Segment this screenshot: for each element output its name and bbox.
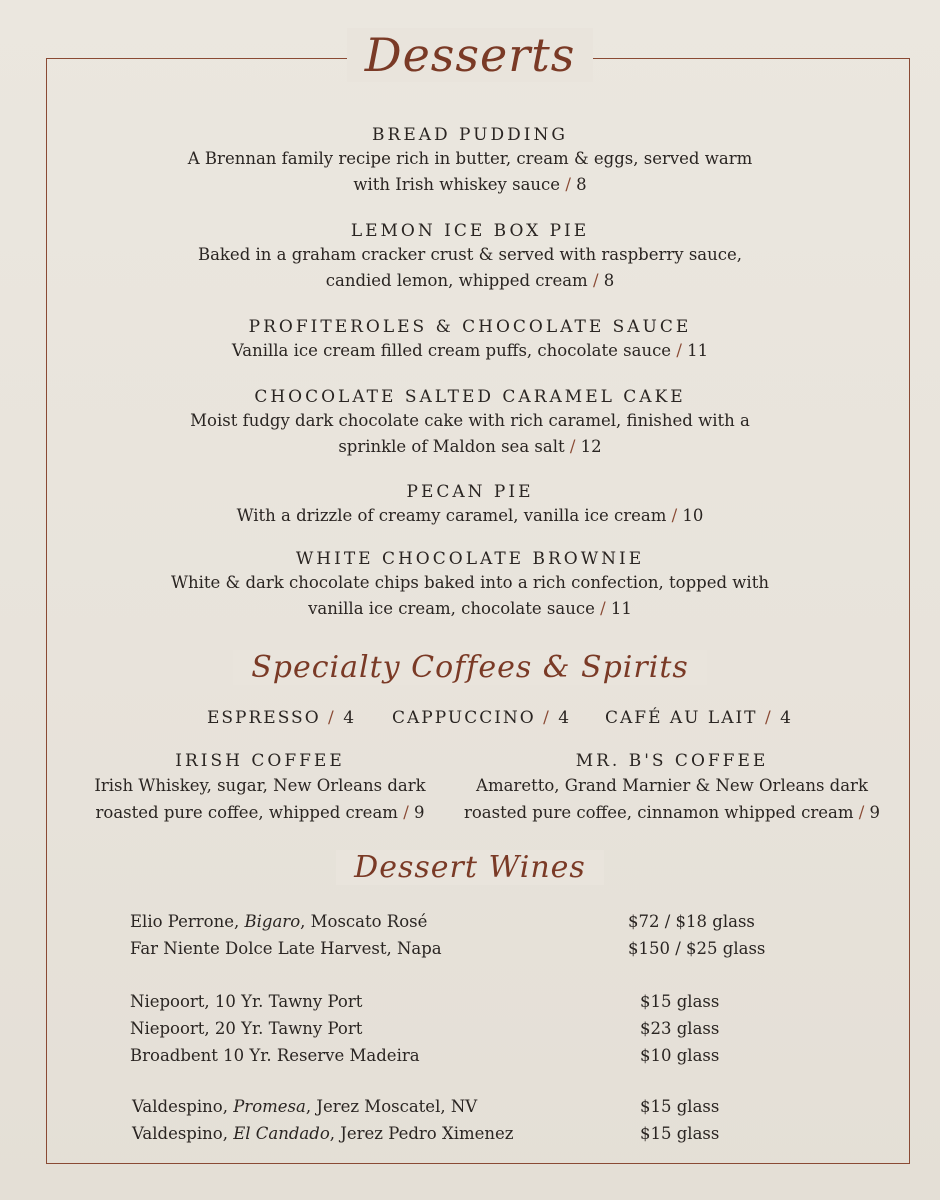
wine-producer: Valdespino, <box>132 1097 234 1116</box>
wine-cuvee: El Candado <box>233 1124 330 1143</box>
dessert-desc-text: with Irish whiskey sauce <box>353 175 561 194</box>
wine-cuvee: Promesa <box>233 1097 306 1116</box>
price-separator: / <box>858 803 865 822</box>
dessert-price: 11 <box>610 599 632 618</box>
dessert-desc-line-last <box>0 338 940 364</box>
coffee-desc-line: Irish Whiskey, sugar, New Orleans dark <box>94 776 426 795</box>
coffee-description <box>80 772 440 826</box>
dessert-description <box>0 408 940 460</box>
wine-name <box>130 937 442 961</box>
dessert-desc-text: candied lemon, whipped cream <box>325 271 588 290</box>
price-separator: / <box>671 506 678 525</box>
price-separator: / <box>600 599 606 618</box>
dessert-item <box>0 386 940 460</box>
wine-style: , Moscato Rosé <box>300 912 428 931</box>
price-separator: / <box>764 708 773 728</box>
coffee-price: 4 <box>343 708 357 728</box>
wine-style: , Jerez Moscatel, NV <box>305 1097 478 1116</box>
wine-name <box>132 1122 514 1146</box>
dessert-price: 12 <box>580 437 602 456</box>
wine-name <box>130 910 427 934</box>
wine-cuvee: Bigaro <box>244 912 301 931</box>
coffee-desc-text: roasted pure coffee, whipped cream <box>95 803 398 822</box>
coffee-desc-line-last <box>462 799 882 826</box>
price-separator: / <box>676 341 682 360</box>
wine-price: $72 / $18 glass <box>628 912 755 931</box>
wine-producer: Niepoort, 10 Yr. Tawny Port <box>130 992 363 1011</box>
special-coffee <box>80 750 440 826</box>
coffee-price: 4 <box>558 708 572 728</box>
dessert-item <box>0 316 940 364</box>
coffee-row <box>0 708 940 734</box>
dessert-desc-line-last <box>0 596 940 622</box>
dessert-item <box>0 220 940 294</box>
wine-producer: Niepoort, 20 Yr. Tawny Port <box>130 1019 363 1038</box>
dessert-desc-line: Baked in a graham cracker crust & served with raspberry sauce, <box>197 245 743 264</box>
wines-heading <box>0 850 940 885</box>
dessert-name: LEMON ICE BOX PIE <box>350 221 590 241</box>
desserts-heading-text: Desserts <box>347 28 594 82</box>
price-separator: / <box>569 437 576 456</box>
dessert-item <box>0 481 940 529</box>
wine-name <box>132 1095 477 1119</box>
dessert-name: WHITE CHOCOLATE BROWNIE <box>295 549 645 569</box>
dessert-price: 8 <box>603 271 615 290</box>
dessert-desc-line: White & dark chocolate chips baked into a rich confection, topped with <box>171 573 769 592</box>
dessert-name: CHOCOLATE SALTED CARAMEL CAKE <box>254 387 686 407</box>
coffee-description <box>462 772 882 826</box>
coffee-name: IRISH COFFEE <box>175 751 345 771</box>
dessert-price: 10 <box>682 506 704 525</box>
dessert-desc-text: sprinkle of Maldon sea salt <box>338 437 565 456</box>
wine-price: $15 glass <box>640 1097 720 1116</box>
dessert-description <box>0 338 940 364</box>
coffee-name: MR. B'S COFFEE <box>575 751 769 771</box>
dessert-description <box>0 146 940 198</box>
coffees-heading <box>0 650 940 685</box>
dessert-name: BREAD PUDDING <box>372 125 568 145</box>
coffee-desc-text: roasted pure coffee, cinnamon whipped cream <box>463 803 854 822</box>
coffee-item <box>207 708 356 728</box>
wine-name <box>130 990 362 1014</box>
dessert-price: 11 <box>687 341 709 360</box>
wine-price: $15 glass <box>640 1124 720 1143</box>
dessert-item <box>0 124 940 198</box>
dessert-desc-line-last <box>0 268 940 294</box>
dessert-desc-text: With a drizzle of creamy caramel, vanilla ice cream <box>236 506 667 525</box>
dessert-name: PECAN PIE <box>406 482 534 502</box>
wine-name <box>130 1017 362 1041</box>
dessert-item <box>0 548 940 622</box>
dessert-desc-line-last <box>0 172 940 198</box>
dessert-name: PROFITEROLES & CHOCOLATE SAUCE <box>248 317 692 337</box>
wine-style: , Jerez Pedro Ximenez <box>329 1124 514 1143</box>
coffee-item <box>392 708 571 728</box>
coffee-price: 9 <box>869 803 881 822</box>
wine-price: $15 glass <box>640 992 720 1011</box>
dessert-desc-text: vanilla ice cream, chocolate sauce <box>308 599 595 618</box>
price-separator: / <box>592 271 599 290</box>
price-separator: / <box>403 803 409 822</box>
coffee-desc-line: Amaretto, Grand Marnier & New Orleans dark <box>476 776 868 795</box>
dessert-desc-line-last <box>0 434 940 460</box>
dessert-price: 8 <box>576 175 587 194</box>
dessert-description <box>0 570 940 622</box>
coffee-item <box>605 708 793 728</box>
desserts-heading <box>0 28 940 82</box>
dessert-desc-line: Moist fudgy dark chocolate cake with rich caramel, finished with a <box>190 411 750 430</box>
price-separator: / <box>543 708 551 728</box>
price-separator: / <box>565 175 571 194</box>
dessert-description <box>0 242 940 294</box>
coffee-desc-line-last <box>80 799 440 826</box>
coffee-name: CAFÉ AU LAIT <box>605 708 758 728</box>
dessert-description <box>0 503 940 529</box>
wine-producer: Valdespino, <box>132 1124 234 1143</box>
coffee-price: 4 <box>780 708 793 728</box>
wine-producer: Broadbent 10 Yr. Reserve Madeira <box>130 1046 420 1065</box>
wine-price: $10 glass <box>640 1046 720 1065</box>
wine-producer: Far Niente Dolce Late Harvest, Napa <box>130 939 442 958</box>
wines-heading-text: Dessert Wines <box>336 850 604 885</box>
coffee-price: 9 <box>414 803 425 822</box>
dessert-desc-line-last <box>0 503 940 529</box>
special-coffee <box>462 750 882 826</box>
coffees-heading-text: Specialty Coffees & Spirits <box>233 650 707 685</box>
coffee-name: ESPRESSO <box>207 708 321 728</box>
coffee-name: CAPPUCCINO <box>392 708 536 728</box>
wine-name <box>130 1044 420 1068</box>
price-separator: / <box>328 708 336 728</box>
wine-price: $23 glass <box>640 1019 720 1038</box>
wine-price: $150 / $25 glass <box>628 939 766 958</box>
dessert-desc-text: Vanilla ice cream filled cream puffs, chocolate sauce <box>231 341 672 360</box>
wine-producer: Elio Perrone, <box>130 912 245 931</box>
dessert-desc-line: A Brennan family recipe rich in butter, cream & eggs, served warm <box>187 149 753 168</box>
